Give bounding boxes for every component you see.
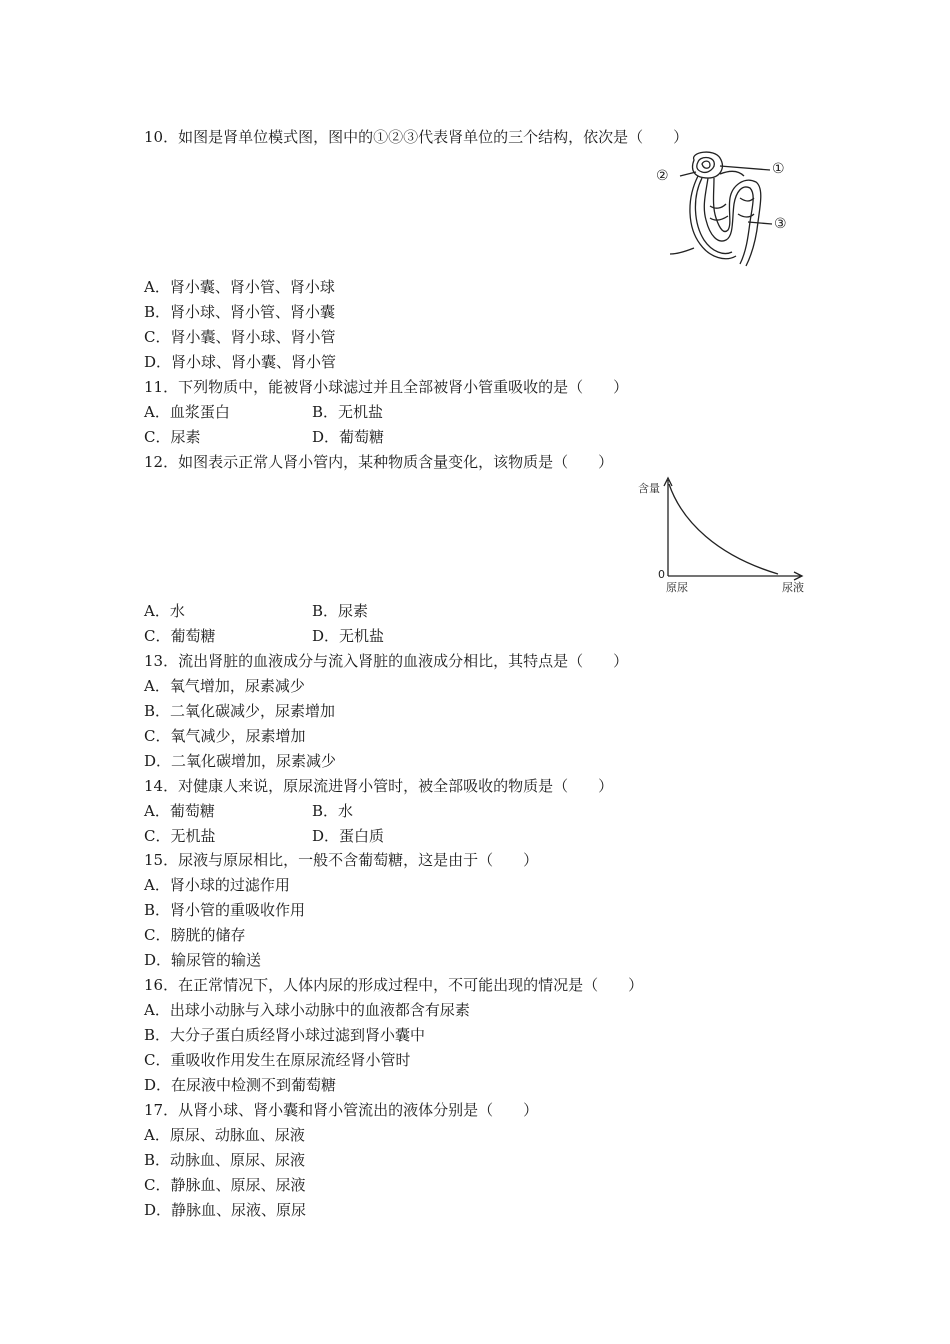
question-16-option-b: B．大分子蛋白质经肾小球过滤到肾小囊中	[144, 1026, 426, 1044]
nephron-label-1: ①	[772, 161, 785, 177]
question-12-stem: 12．如图表示正常人肾小管内，某种物质含量变化，该物质是（ ）	[144, 453, 614, 471]
question-16-option-c: C．重吸收作用发生在原尿流经肾小管时	[144, 1051, 411, 1069]
question-14-option-b: B．水	[312, 802, 354, 820]
graph-x-end-label: 尿液	[782, 581, 804, 594]
content-graph	[636, 474, 812, 598]
question-17-option-b: B．动脉血、原尿、尿液	[144, 1151, 306, 1169]
question-12-option-a: A．水	[144, 602, 185, 620]
question-12-option-c: C．葡萄糖	[144, 627, 216, 645]
question-12-option-b: B．尿素	[312, 602, 369, 620]
question-13-option-a: A．氧气增加，尿素减少	[144, 677, 305, 695]
question-16-stem: 16．在正常情况下，人体内尿的形成过程中，不可能出现的情况是（ ）	[144, 976, 644, 994]
graph-origin-label: 0	[658, 568, 665, 581]
question-13-option-b: B．二氧化碳减少，尿素增加	[144, 702, 336, 720]
question-14-option-d: D．蛋白质	[312, 827, 385, 845]
question-10-option-a: A．肾小囊、肾小管、肾小球	[144, 278, 335, 296]
question-15-option-c: C．膀胱的储存	[144, 926, 246, 944]
graph-y-label: 含量	[638, 482, 660, 495]
nephron-diagram	[650, 148, 800, 270]
nephron-label-3: ③	[774, 216, 787, 232]
question-17-option-c: C．静脉血、原尿、尿液	[144, 1176, 306, 1194]
graph-x-start-label: 原尿	[666, 581, 688, 594]
question-14-option-a: A．葡萄糖	[144, 802, 215, 820]
question-14-stem: 14．对健康人来说，原尿流进肾小管时，被全部吸收的物质是（ ）	[144, 777, 614, 795]
question-10-option-b: B．肾小球、肾小管、肾小囊	[144, 303, 336, 321]
question-15-option-b: B．肾小管的重吸收作用	[144, 901, 306, 919]
question-10-stem: 10．如图是肾单位模式图，图中的①②③代表肾单位的三个结构，依次是（ ）	[144, 128, 689, 146]
question-13-stem: 13．流出肾脏的血液成分与流入肾脏的血液成分相比，其特点是（ ）	[144, 652, 629, 670]
question-17-stem: 17．从肾小球、肾小囊和肾小管流出的液体分别是（ ）	[144, 1101, 539, 1119]
question-11-option-a: A．血浆蛋白	[144, 403, 230, 421]
question-12-option-d: D．无机盐	[312, 627, 385, 645]
question-16-option-d: D．在尿液中检测不到葡萄糖	[144, 1076, 337, 1094]
question-11-option-d: D．葡萄糖	[312, 428, 385, 446]
question-11-stem: 11．下列物质中，能被肾小球滤过并且全部被肾小管重吸收的是（ ）	[144, 378, 629, 396]
question-10-option-d: D．肾小球、肾小囊、肾小管	[144, 353, 337, 371]
question-13-option-d: D．二氧化碳增加，尿素减少	[144, 752, 337, 770]
question-16-option-a: A．出球小动脉与入球小动脉中的血液都含有尿素	[144, 1001, 470, 1019]
question-17-option-a: A．原尿、动脉血、尿液	[144, 1126, 305, 1144]
question-17-option-d: D．静脉血、尿液、原尿	[144, 1201, 307, 1219]
question-14-option-c: C．无机盐	[144, 827, 216, 845]
question-11-option-c: C．尿素	[144, 428, 201, 446]
nephron-label-2: ②	[656, 168, 669, 184]
question-13-option-c: C．氧气减少，尿素增加	[144, 727, 306, 745]
question-10-option-c: C．肾小囊、肾小球、肾小管	[144, 328, 336, 346]
question-15-option-a: A．肾小球的过滤作用	[144, 876, 290, 894]
question-15-stem: 15．尿液与原尿相比，一般不含葡萄糖，这是由于（ ）	[144, 851, 539, 869]
question-15-option-d: D．输尿管的输送	[144, 951, 262, 969]
question-11-option-b: B．无机盐	[312, 403, 384, 421]
